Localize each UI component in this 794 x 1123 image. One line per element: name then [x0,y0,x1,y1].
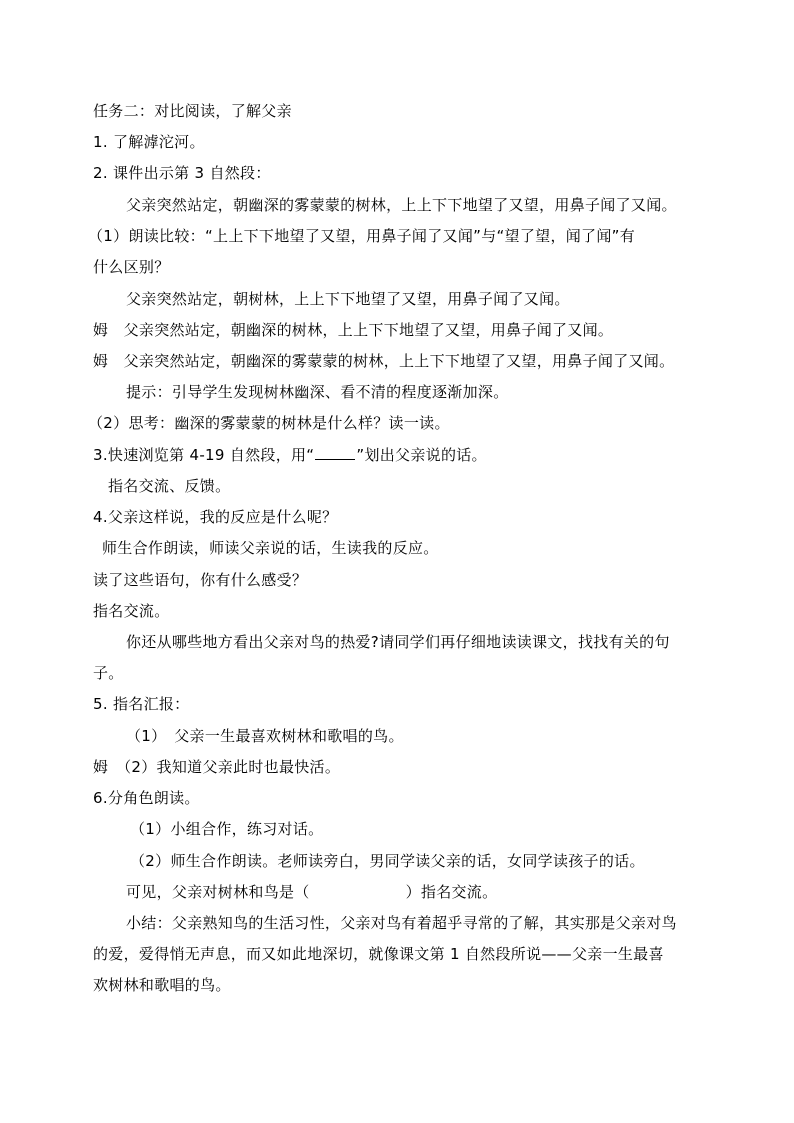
compare-question-cont: 什么区别？ [93,258,170,276]
task-heading: 任务二：对比阅读，了解父亲 [93,102,292,120]
compare-sentence-3: 姆 父亲突然站定，朝幽深的雾蒙蒙的树林，上上下下地望了又望，用鼻子闻了又闻。 [93,352,675,370]
conclusion-part-2: ）指名交流。 [405,883,498,901]
conclusion-part-1: 可见，父亲对树林和鸟是（ [126,883,310,901]
item-3-part-2: ”划出父亲说的话。 [356,446,487,464]
feeling-question: 读了这些语句，你有什么感受？ [93,571,308,589]
compare-sentence-1: 父亲突然站定，朝树林，上上下下地望了又望，用鼻子闻了又闻。 [126,290,570,308]
conclusion-blank [126,882,497,902]
item-3-part-1: 3.快速浏览第 4-19 自然段，用“ [93,446,315,464]
underline-blank [315,445,355,460]
item-1: 1. 了解滹沱河。 [93,133,205,151]
compare-question: （1）朗读比较：“上上下下地望了又望，用鼻子闻了又闻”与“望了望，闻了闻”有 [88,227,636,245]
role-read-2: （2）师生合作朗读。老师读旁白，男同学读父亲的话，女同学读孩子的话。 [130,852,645,870]
find-more-question: 你还从哪些地方看出父亲对鸟的热爱?请同学们再仔细地读读课文，找找有关的句 [126,633,670,651]
item-6: 6.分角色朗读。 [93,789,200,807]
exchange-text: 指名交流。 [93,602,170,620]
item-5: 5. 指名汇报： [93,695,190,713]
item-3-feedback: 指名交流、反馈。 [108,477,231,495]
role-read-1: （1）小组合作，练习对话。 [130,820,324,838]
find-more-question-cont: 子。 [93,664,124,682]
item-4-read: 师生合作朗读，师读父亲说的话，生读我的反应。 [102,539,439,557]
summary-line-1: 小结：父亲熟知鸟的生活习性，父亲对鸟有着超乎寻常的了解，其实那是父亲对鸟 [126,914,677,932]
report-2: 姆 （2）我知道父亲此时也最快活。 [93,758,341,776]
paragraph-3-quote: 父亲突然站定，朝幽深的雾蒙蒙的树林，上上下下地望了又望，用鼻子闻了又闻。 [126,196,677,214]
summary-line-2: 的爱，爱得悄无声息，而又如此地深切，就像课文第 1 自然段所说——父亲一生最喜 [93,945,664,963]
item-3 [93,445,487,465]
summary-line-3: 欢树林和歌唱的鸟。 [93,976,231,994]
hint-text: 提示：引导学生发现树林幽深、看不清的程度逐渐加深。 [126,383,509,401]
compare-sentence-2: 姆 父亲突然站定，朝幽深的树林，上上下下地望了又望，用鼻子闻了又闻。 [93,321,614,339]
item-4: 4.父亲这样说，我的反应是什么呢？ [93,508,338,526]
report-1: （1） 父亲一生最喜欢树林和歌唱的鸟。 [126,727,404,745]
think-question: （2）思考：幽深的雾蒙蒙的树林是什么样？读一读。 [88,414,450,432]
item-2: 2. 课件出示第 3 自然段： [93,164,271,182]
